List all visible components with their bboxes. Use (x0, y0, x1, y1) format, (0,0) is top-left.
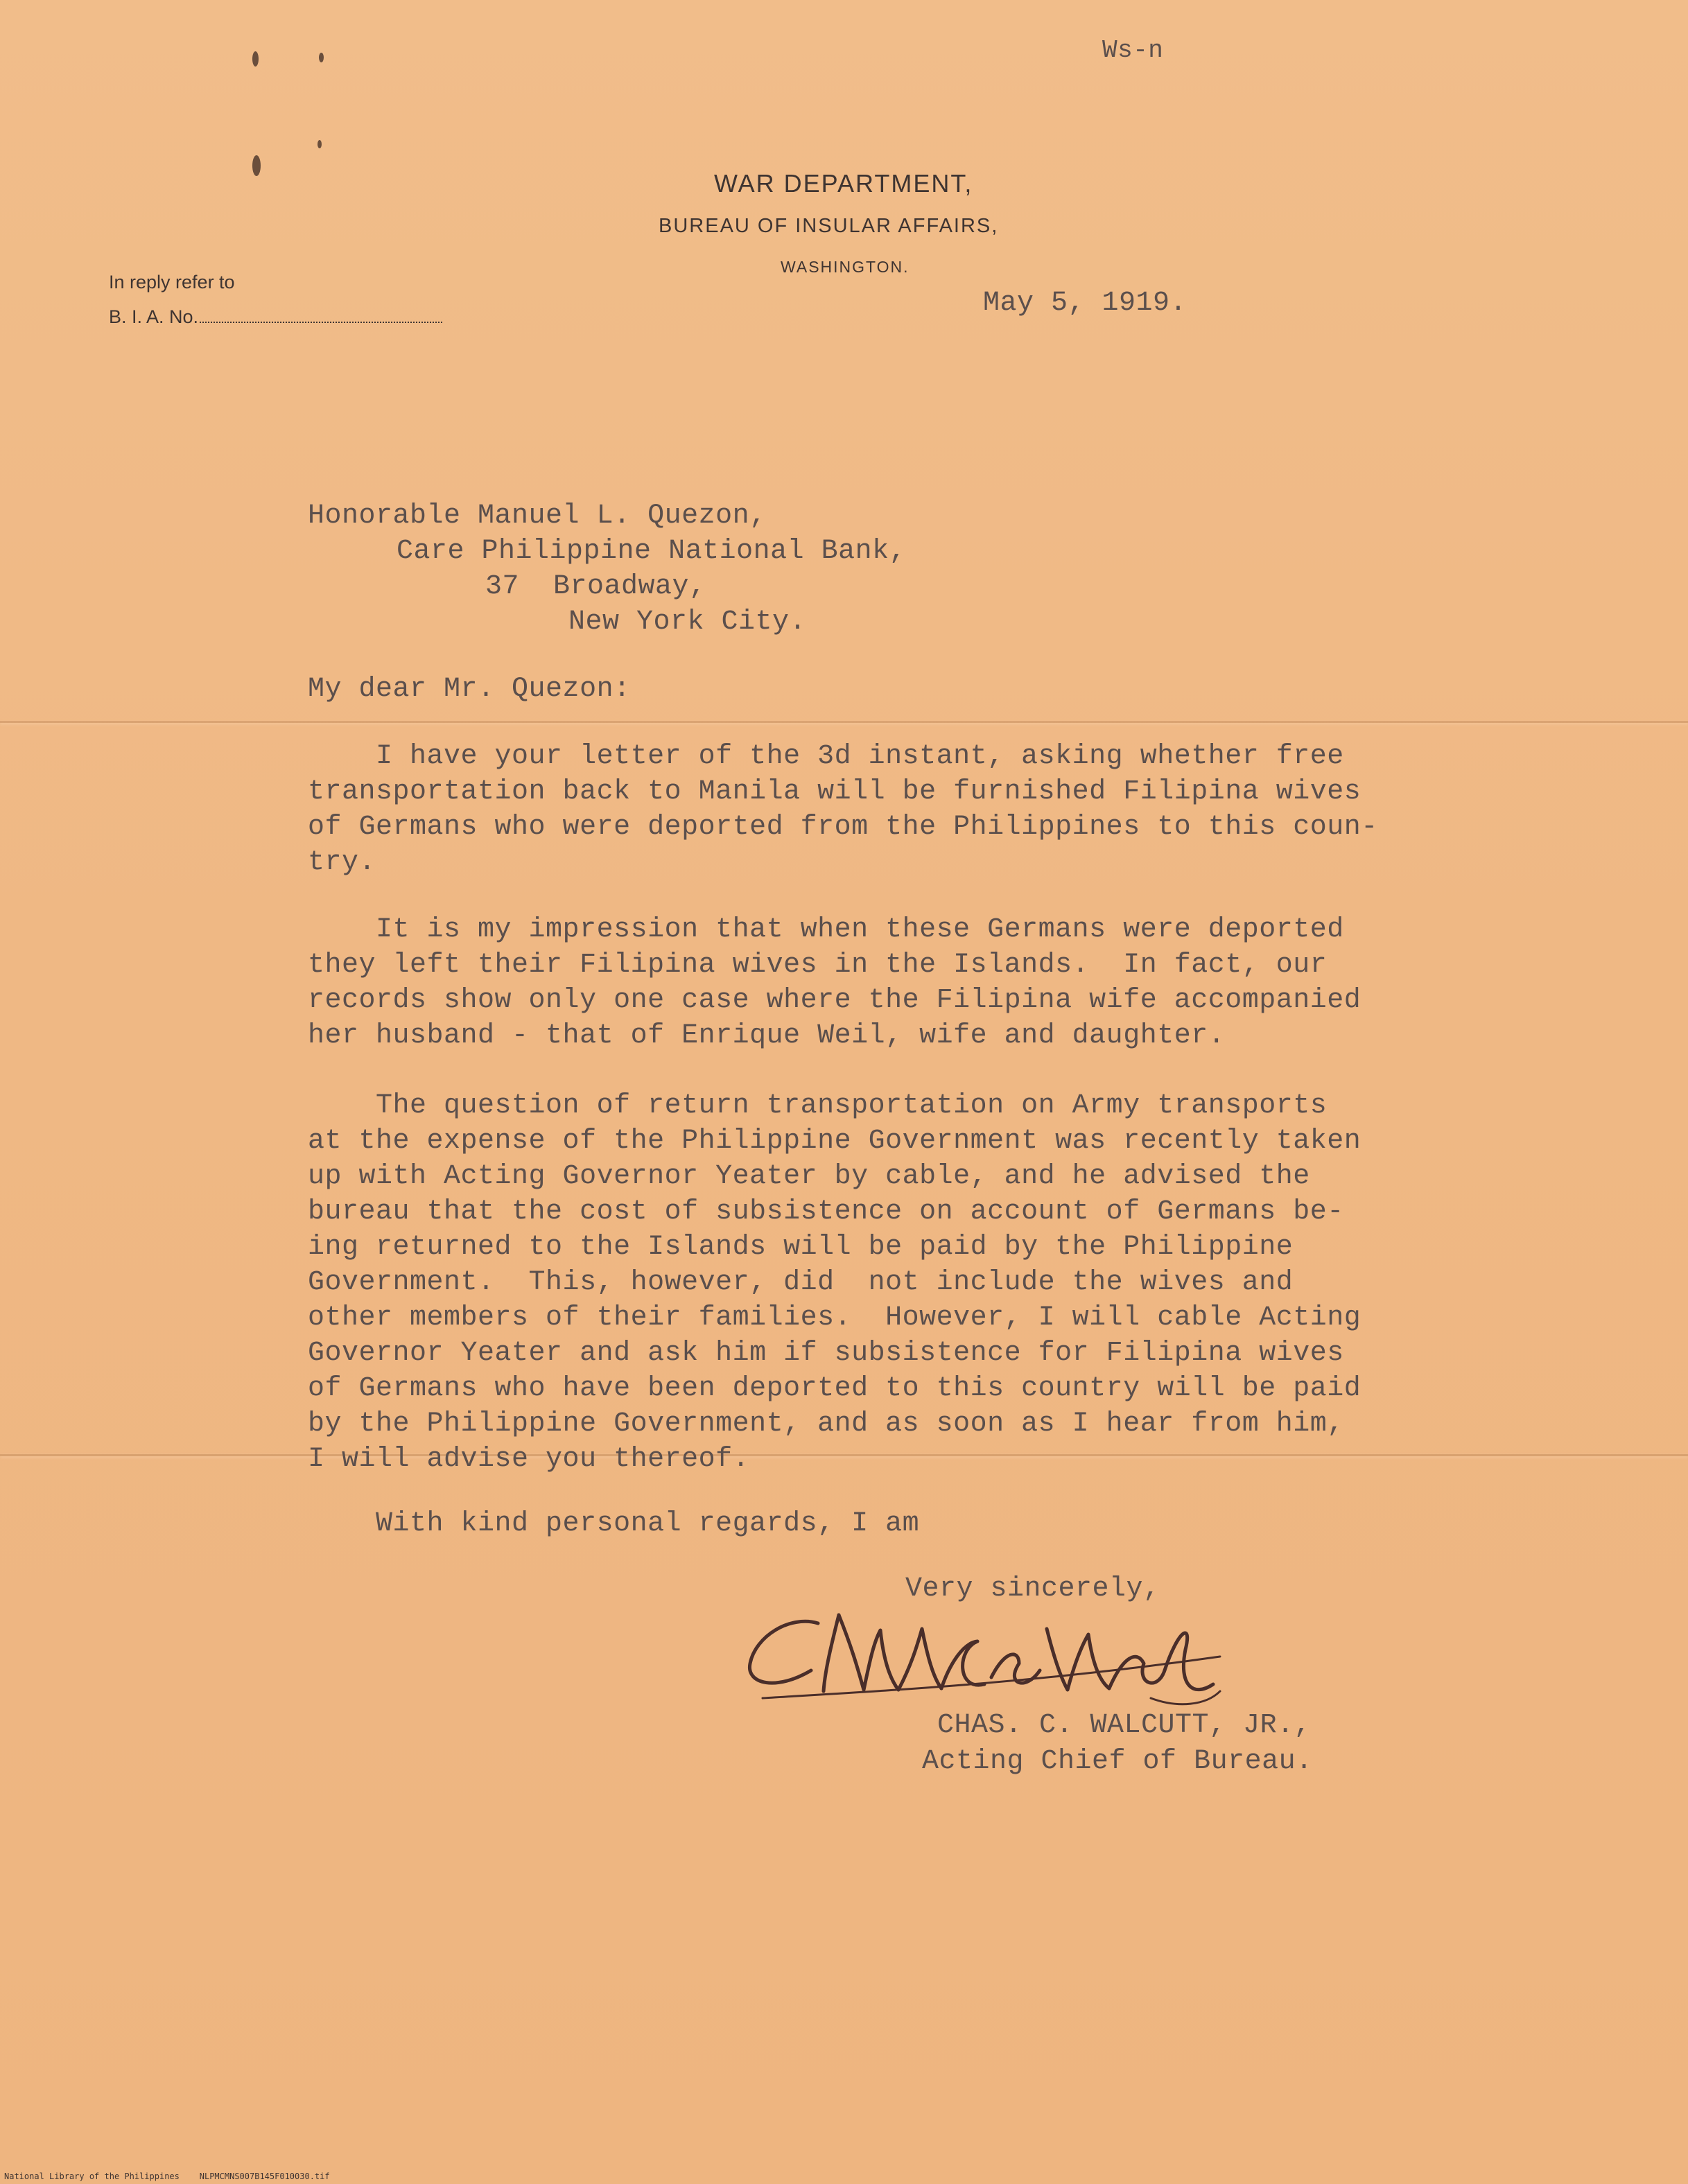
file-code: Ws-n (1102, 36, 1164, 64)
fold-line-top (0, 721, 1688, 723)
letterhead-bureau: BUREAU OF INSULAR AFFAIRS, (659, 215, 999, 237)
body-paragraph-2: It is my impression that when these Germans were deported they left their Filipina wives in the Islands. In fact, our records show only one case where the Filipina wife accompanied her husband - that of Enrique Weil, wife and daughter. (308, 914, 1361, 1051)
body-paragraph-1: I have your letter of the 3d instant, asking whether free transportation back to Manila will be furnished Filipina wives of Germans who were deported from the Philippines to this coun- try. (308, 741, 1378, 878)
binder-hole-mark (317, 140, 322, 148)
valediction: Very sincerely, (905, 1573, 1160, 1605)
address-line-3: 37 Broadway, (485, 571, 706, 602)
reply-refer-label: In reply refer to (109, 272, 235, 292)
bia-number-field (109, 306, 442, 328)
letterhead-department: WAR DEPARTMENT, (714, 169, 973, 198)
address-line-2: Care Philippine National Bank, (397, 536, 907, 567)
salutation: My dear Mr. Quezon: (308, 674, 631, 705)
bia-number-blank (200, 322, 442, 323)
address-line-1: Honorable Manuel L. Quezon, (308, 500, 767, 532)
bia-number-label: B. I. A. No. (109, 306, 199, 327)
signer-title: Acting Chief of Bureau. (922, 1746, 1313, 1777)
handwritten-signature (735, 1587, 1234, 1719)
archive-footer: National Library of the Philippines NLPMCMNS007B145F010030.tif (4, 2172, 330, 2181)
signer-name: CHAS. C. WALCUTT, JR., (937, 1710, 1312, 1741)
binder-hole-mark (319, 53, 324, 62)
address-line-4: New York City. (568, 606, 807, 638)
letter-date: May 5, 1919. (983, 288, 1187, 319)
binder-hole-mark (252, 155, 261, 176)
closing-line: With kind personal regards, I am (308, 1508, 920, 1539)
binder-hole-mark (252, 51, 259, 67)
letterhead-city: WASHINGTON. (781, 258, 910, 276)
body-paragraph-3: The question of return transportation on Army transports at the expense of the Philippine Government was recently taken up with Acting Governor Yeater by cable, and he advised the bureau that the cost of subsistence on account of Germans be- ing returned to the Islands will be paid by the Philippine Government. This, however, did not include the wives and other members of their families. However, I will cable Acting Governor Yeater and ask him if subsistence for Filipina wives of Germans who have been deported to this country will be paid by the Philippine Government, and as soon as I hear from him, I will advise you thereof. (308, 1090, 1361, 1475)
